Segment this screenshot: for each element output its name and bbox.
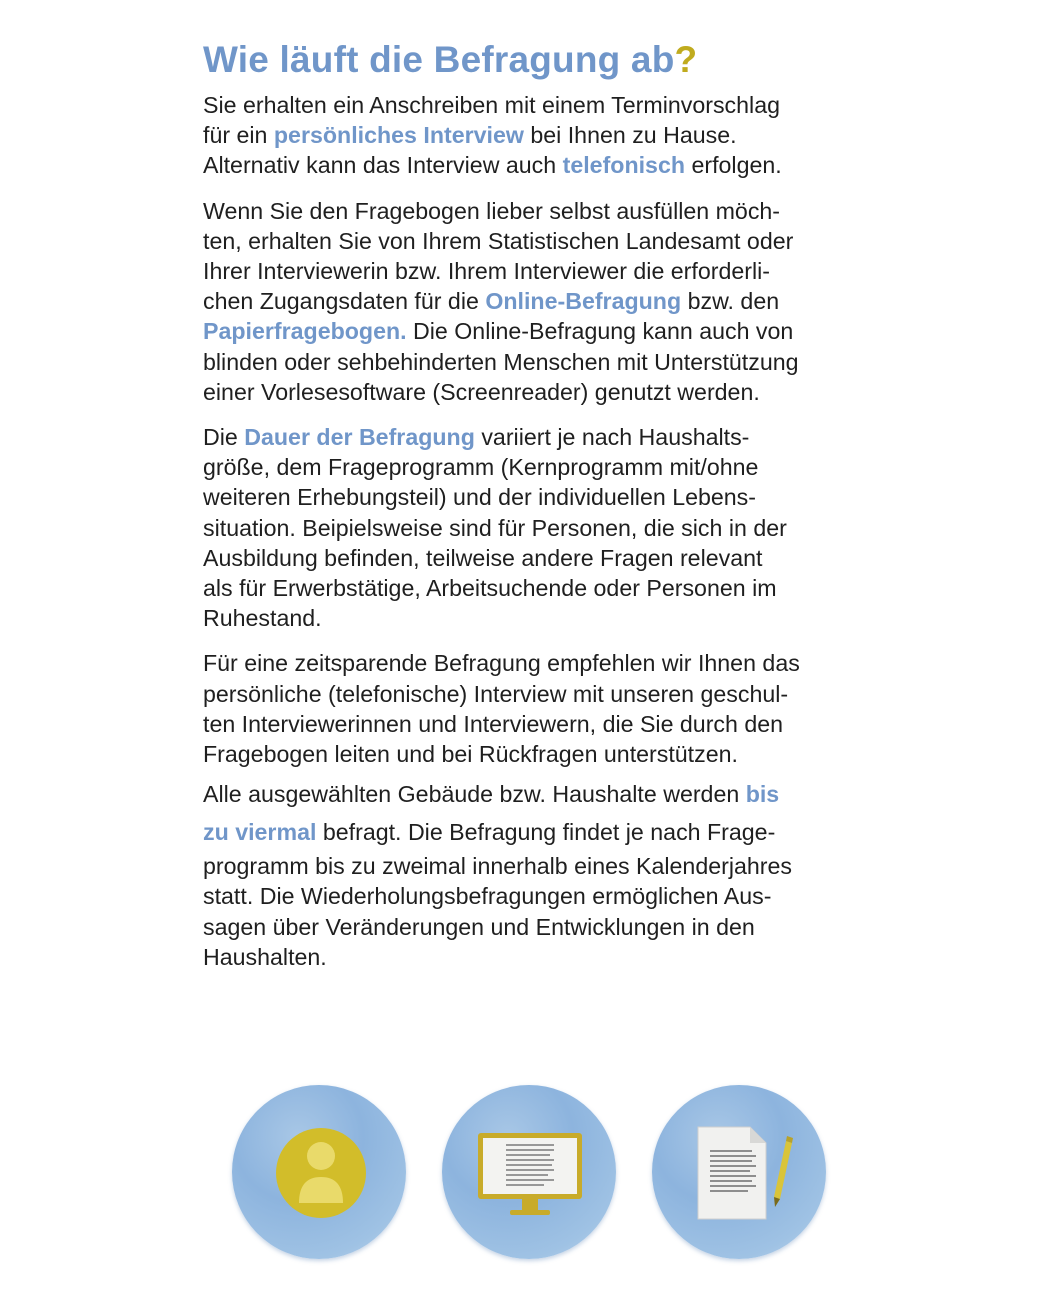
highlight-duration: Dauer der Befragung <box>244 424 475 451</box>
highlight-online-survey: Online-Befragung <box>485 288 682 315</box>
paragraph-duration: Die Dauer der Befragung variiert je nach Haushalts- größe, dem Frageprogramm (Kernprogramm mit/ohne weiteren Erhebungsteil) und der individuellen Lebens- situation. Beipielsweise sind für Personen, die sich in der Ausbildung befinden, teilweise andere Fragen relevant als für Erwerbstätige, Arbeitsuchende oder Personen im Ruhestand. <box>203 424 787 632</box>
monitor-icon <box>442 1085 616 1259</box>
survey-mode-icons <box>232 1085 832 1265</box>
highlight-personal-interview: persönliches Interview <box>273 122 524 149</box>
highlight-paper-questionnaire: Papierfragebogen. <box>203 318 407 345</box>
title-question-mark: ? <box>674 39 698 80</box>
document-pen-icon <box>652 1085 826 1259</box>
paragraph-recommendation: Für eine zeitsparende Befragung empfehlen wir Ihnen das persönliche (telefonische) Interview mit unseren geschul- ten Interviewerinnen und Interviewern, die Sie durch den Fragebogen leiten und bei Rückfragen unterstützen. <box>203 650 800 768</box>
highlight-up-to: bis <box>745 781 780 808</box>
page-title: Wie läuft die Befragung ab? <box>203 39 698 80</box>
paragraph-appointment: Sie erhalten ein Anschreiben mit einem Terminvorschlag für ein persönliches Interview bei Ihnen zu Hause. Alternativ kann das Interview auch telefonisch erfolgen. <box>203 92 782 179</box>
person-icon <box>232 1085 406 1259</box>
highlight-four-times: zu viermal <box>203 819 317 846</box>
paragraph-repetition: Alle ausgewählten Gebäude bzw. Haushalte werden bis zu viermal befragt. Die Befragung findet je nach Frage- programm bis zu zweimal innerhalb eines Kalenderjahres statt. Die Wiederholungsbefragungen ermöglichen Aus- sagen über Veränderungen und Entwicklungen in den Haushalten. <box>203 781 792 970</box>
paragraph-self-completion: Wenn Sie den Fragebogen lieber selbst ausfüllen möch- ten, erhalten Sie von Ihrem Statistischen Landesamt oder Ihrer Interviewerin bzw. Ihrem Interviewer die erforderli- chen Zugangsdaten für die Online-Befragung bzw. den Papierfragebogen. Die Online-Befragung kann auch von blinden oder sehbehinderten Menschen mit Unterstützung einer Vorlesesoftware (Screenreader) genutzt werden. <box>203 197 799 405</box>
highlight-telephone: telefonisch <box>562 152 686 179</box>
content-column <box>203 36 883 987</box>
